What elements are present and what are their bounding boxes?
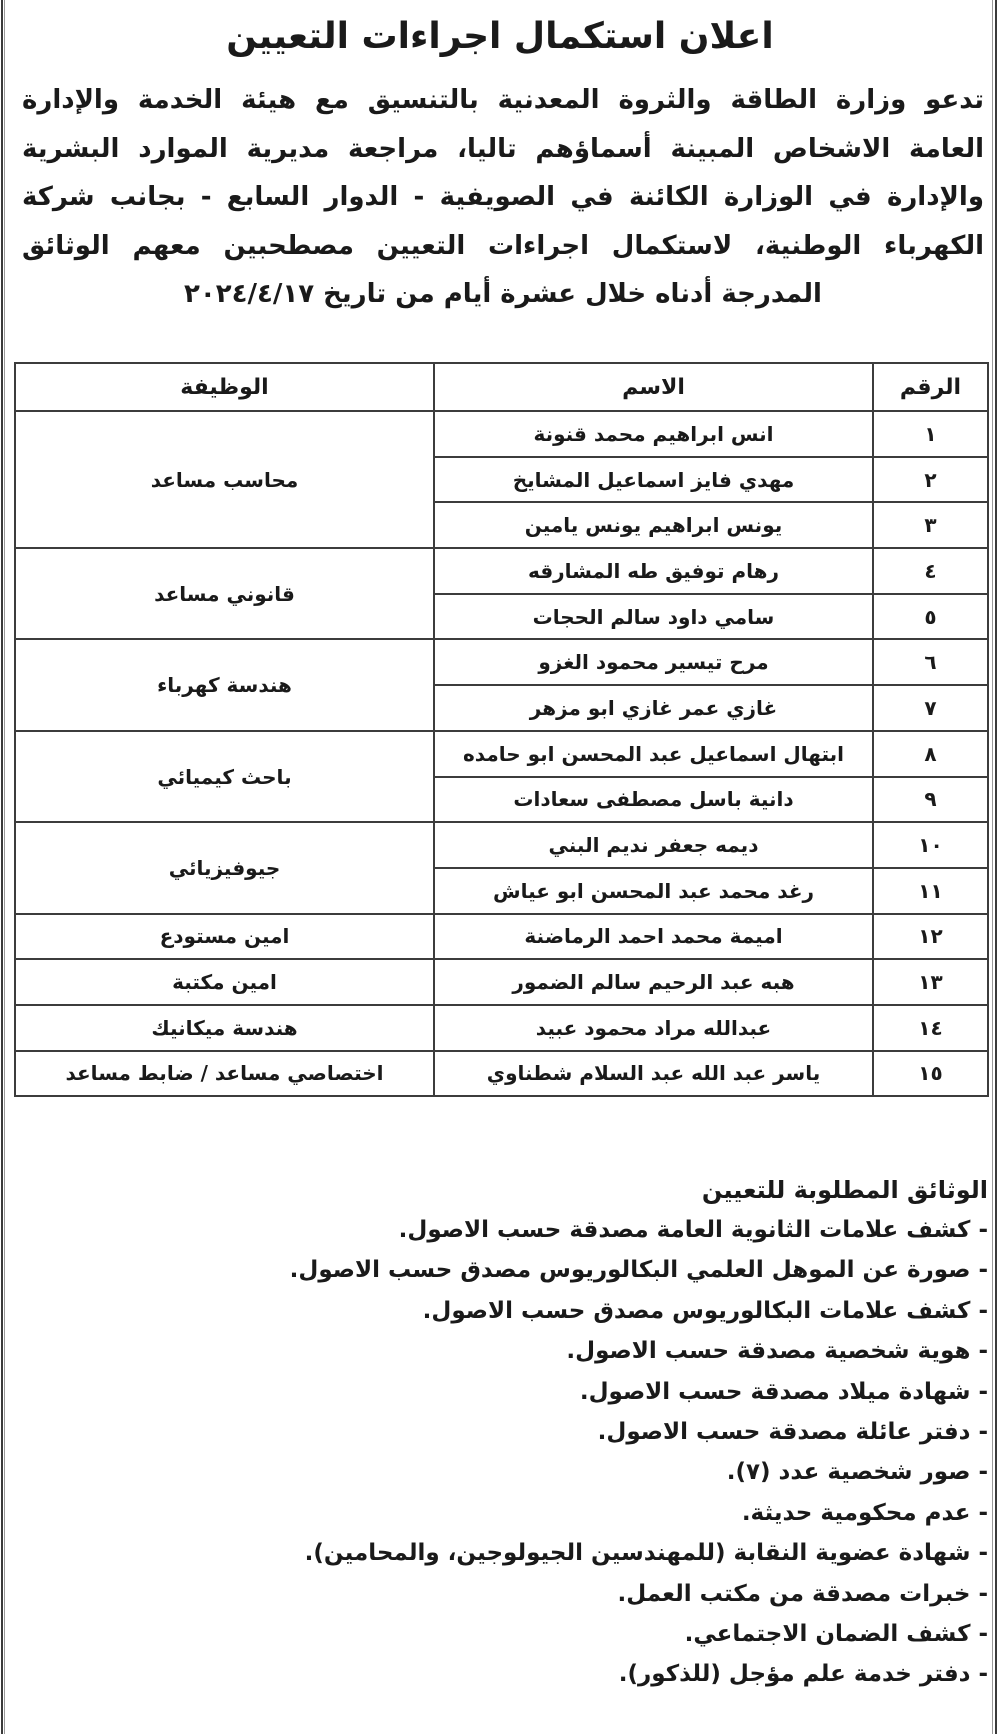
row-number: ٦	[873, 639, 988, 685]
document-item: - صور شخصية عدد (٧).	[726, 1459, 988, 1486]
row-number: ١٥	[873, 1051, 988, 1097]
row-number: ٨	[873, 731, 988, 777]
row-name: عبدالله مراد محمود عبيد	[434, 1005, 873, 1051]
document-item: - دفتر خدمة علم مؤجل (للذكور).	[618, 1661, 988, 1688]
appointees-table	[14, 362, 989, 1097]
announcement-intro	[22, 76, 984, 319]
intro-line: والإدارة في الوزارة الكائنة في الصويفية - الدوار السابع - بجانب شركة	[22, 182, 984, 212]
header-name: الاسم	[434, 363, 873, 411]
document-item: - هوية شخصية مصدقة حسب الاصول.	[566, 1338, 988, 1365]
row-job: هندسة ميكانيك	[15, 1005, 434, 1051]
row-job: امين مستودع	[15, 914, 434, 960]
row-job: محاسب مساعد	[15, 411, 434, 548]
document-item: - خبرات مصدقة من مكتب العمل.	[617, 1580, 988, 1607]
documents-list	[290, 1210, 988, 1695]
row-name: اميمة محمد احمد الرماضنة	[434, 914, 873, 960]
row-name: سامي داود سالم الحجات	[434, 594, 873, 640]
table-row	[15, 1051, 988, 1097]
table-body	[15, 411, 988, 1096]
page-border-left	[1, 0, 5, 1734]
intro-line: المدرجة أدناه خلال عشرة أيام من تاريخ ٢٠٢٤/٤/١٧	[184, 279, 822, 309]
document-item: - دفتر عائلة مصدقة حسب الاصول.	[597, 1419, 988, 1446]
row-number: ١١	[873, 868, 988, 914]
row-job: جيوفيزيائي	[15, 822, 434, 913]
document-item: - شهادة ميلاد مصدقة حسب الاصول.	[579, 1378, 988, 1405]
table-row	[15, 914, 988, 960]
document-item: - كشف علامات الثانوية العامة مصدقة حسب الاصول.	[398, 1217, 988, 1243]
document-item: - كشف الضمان الاجتماعي.	[684, 1621, 988, 1648]
table-row	[15, 639, 988, 685]
row-job: قانوني مساعد	[15, 548, 434, 639]
row-name: ابتهال اسماعيل عبد المحسن ابو حامده	[434, 731, 873, 777]
header-number: الرقم	[873, 363, 988, 411]
intro-line: العامة الاشخاص المبينة أسماؤهم تاليا، مراجعة مديرية الموارد البشرية	[22, 133, 984, 164]
table-row	[15, 1005, 988, 1051]
row-name: ديمه جعفر نديم البني	[434, 822, 873, 868]
table-header-row	[15, 363, 988, 411]
header-job: الوظيفة	[15, 363, 434, 411]
row-name: غازي عمر غازي ابو مزهر	[434, 685, 873, 731]
row-number: ١٣	[873, 959, 988, 1005]
document-item: - كشف علامات البكالوريوس مصدق حسب الاصول.	[422, 1297, 988, 1324]
intro-line: الكهرباء الوطنية، لاستكمال اجراءات التعيين مصطحبين معهم الوثائق	[22, 230, 984, 261]
row-job: امين مكتبة	[15, 959, 434, 1005]
row-number: ١	[873, 411, 988, 457]
row-number: ٤	[873, 548, 988, 594]
row-name: رغد محمد عبد المحسن ابو عياش	[434, 868, 873, 914]
row-name: دانية باسل مصطفى سعادات	[434, 777, 873, 823]
row-name: مهدي فايز اسماعيل المشايخ	[434, 457, 873, 503]
table-row	[15, 411, 988, 457]
row-number: ٩	[873, 777, 988, 823]
row-job: اختصاصي مساعد / ضابط مساعد	[15, 1051, 434, 1097]
row-name: هبه عبد الرحيم سالم الضمور	[434, 959, 873, 1005]
row-number: ٥	[873, 594, 988, 640]
row-number: ٢	[873, 457, 988, 503]
page-border-right	[992, 0, 997, 1734]
row-number: ٧	[873, 685, 988, 731]
announcement-title: اعلان استكمال اجراءات التعيين	[226, 16, 774, 57]
row-name: مرح تيسير محمود الغزو	[434, 639, 873, 685]
table-row	[15, 548, 988, 594]
documents-heading: الوثائق المطلوبة للتعيين	[701, 1176, 988, 1204]
table-row	[15, 822, 988, 868]
row-job: هندسة كهرباء	[15, 639, 434, 730]
table-row	[15, 731, 988, 777]
row-number: ١٢	[873, 914, 988, 960]
row-number: ٣	[873, 502, 988, 548]
document-item: - شهادة عضوية النقابة (للمهندسين الجيولوجين، والمحامين).	[304, 1540, 988, 1567]
row-name: انس ابراهيم محمد قنونة	[434, 411, 873, 457]
row-job: باحث كيميائي	[15, 731, 434, 822]
table-row	[15, 959, 988, 1005]
document-item: - عدم محكومية حديثة.	[741, 1499, 988, 1526]
intro-line: تدعو وزارة الطاقة والثروة المعدنية بالتنسيق مع هيئة الخدمة والإدارة	[22, 85, 984, 115]
row-name: ياسر عبد الله عبد السلام شطناوي	[434, 1051, 873, 1097]
row-number: ١٠	[873, 822, 988, 868]
document-item: - صورة عن الموهل العلمي البكالوريوس مصدق حسب الاصول.	[289, 1257, 988, 1284]
row-name: يونس ابراهيم يونس يامين	[434, 502, 873, 548]
row-name: رهام توفيق طه المشارقه	[434, 548, 873, 594]
row-number: ١٤	[873, 1005, 988, 1051]
